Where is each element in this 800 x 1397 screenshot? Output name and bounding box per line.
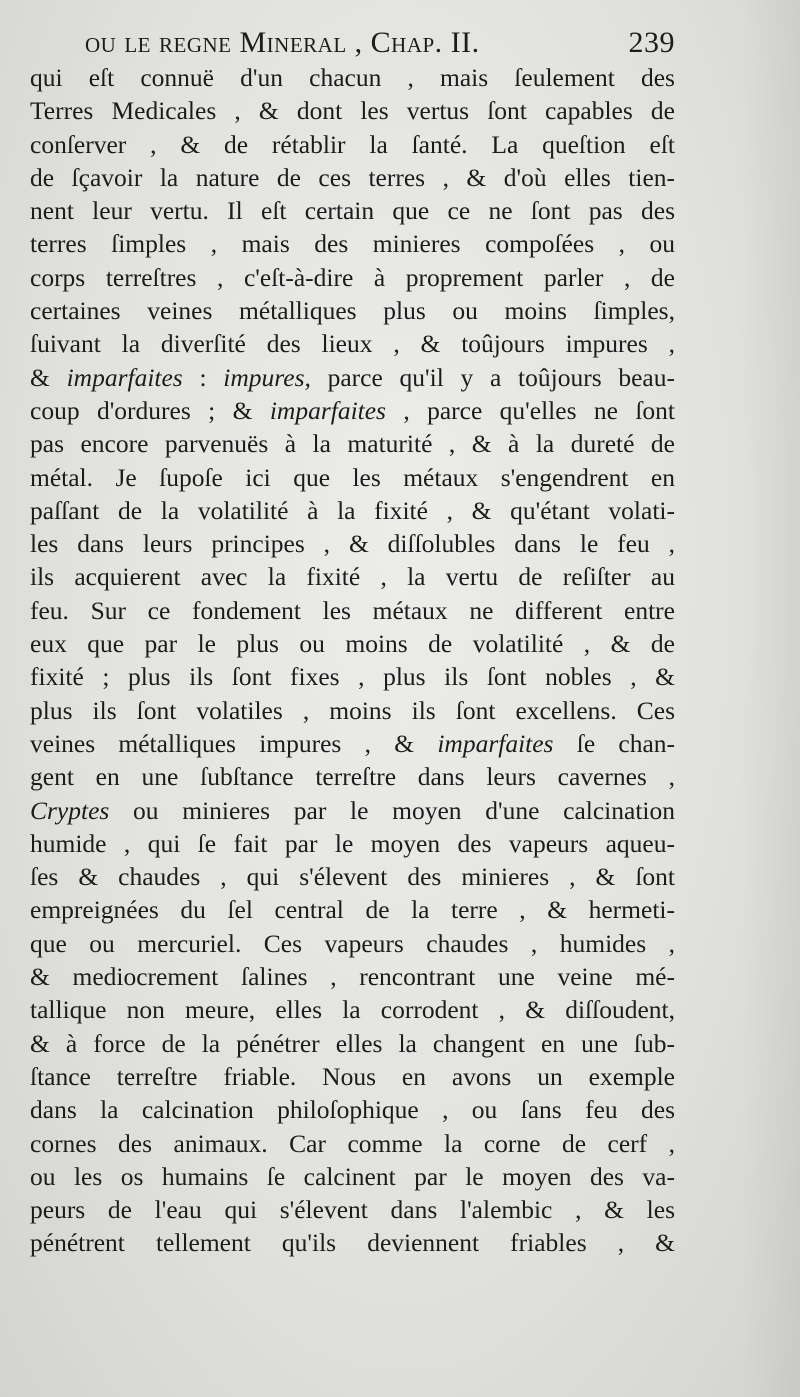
text-line: dans la calcination philoſophique , ou ſans feu des [30,1095,675,1125]
text-line: nent leur vertu. Il eſt certain que ce ne ſont pas des [30,196,675,226]
text-line: ſtance terreſtre friable. Nous en avons un exemple [30,1061,675,1091]
text-line: pénétrent tellement qu'ils deviennent friables , & [30,1228,675,1258]
text-line: ou les os humains ſe calcinent par le moyen des va- [30,1161,675,1191]
text-line: gent en une ſubſtance terreſtre dans leurs cavernes , [30,762,675,792]
text-line: peurs de l'eau qui s'élevent dans l'alembic , & les [30,1195,675,1225]
text-line: ſes & chaudes , qui s'élevent des minieres , & ſont [30,862,675,892]
text-line: coup d'ordures ; & imparfaites , parce qu'elles ne ſont [30,395,675,425]
page-number: 239 [628,26,675,59]
text-line: que ou mercuriel. Ces vapeurs chaudes , humides , [30,928,675,958]
body-text [30,61,675,1260]
text-line: Cryptes ou minieres par le moyen d'une calcination [30,795,675,825]
text-line: certaines veines métalliques plus ou moins ſimples, [30,296,675,326]
text-line: & imparfaites : impures, parce qu'il y a toûjours beau- [30,362,675,392]
text-line: corps terreſtres , c'eſt-à-dire à proprement parler , de [30,262,675,292]
running-head-title: ou le regne Mineral , Chap. II. [85,26,480,59]
text-line: tallique non meure, elles la corrodent , & diſſoudent, [30,995,675,1025]
text-line: terres ſimples , mais des minieres compoſées , ou [30,229,675,259]
text-line: ſuivant la diverſité des lieux , & toûjours impures , [30,329,675,359]
text-line: & à force de la pénétrer elles la changent en une ſub- [30,1028,675,1058]
text-line: feu. Sur ce fondement les métaux ne different entre [30,595,675,625]
text-line: humide , qui ſe fait par le moyen des vapeurs aqueu- [30,828,675,858]
text-line: Terres Medicales , & dont les vertus ſont capables de [30,96,675,126]
text-line: empreignées du ſel central de la terre , & hermeti- [30,895,675,925]
text-line: paſſant de la volatilité à la fixité , & qu'étant volati- [30,495,675,525]
text-line: les dans leurs principes , & diſſolubles dans le feu , [30,529,675,559]
text-line: plus ils ſont volatiles , moins ils ſont excellens. Ces [30,695,675,725]
text-line: ils acquierent avec la fixité , la vertu de reſiſter au [30,562,675,592]
text-line: conſerver , & de rétablir la ſanté. La queſtion eſt [30,129,675,159]
text-line: fixité ; plus ils ſont fixes , plus ils ſont nobles , & [30,662,675,692]
text-line: métal. Je ſupoſe ici que les métaux s'engendrent en [30,462,675,492]
text-line: pas encore parvenuës à la maturité , & à la dureté de [30,429,675,459]
text-line: eux que par le plus ou moins de volatilité , & de [30,629,675,659]
text-line: cornes des animaux. Car comme la corne de cerf , [30,1128,675,1158]
page-edge-shading [740,0,800,1397]
text-line: veines métalliques impures , & imparfaites ſe chan- [30,728,676,758]
text-line: de ſçavoir la nature de ces terres , & d'où elles tien- [30,162,675,192]
text-line: & mediocrement ſalines , rencontrant une veine mé- [30,962,675,992]
running-head [85,26,675,62]
text-line: qui eſt connuë d'un chacun , mais ſeulement des [30,63,675,92]
